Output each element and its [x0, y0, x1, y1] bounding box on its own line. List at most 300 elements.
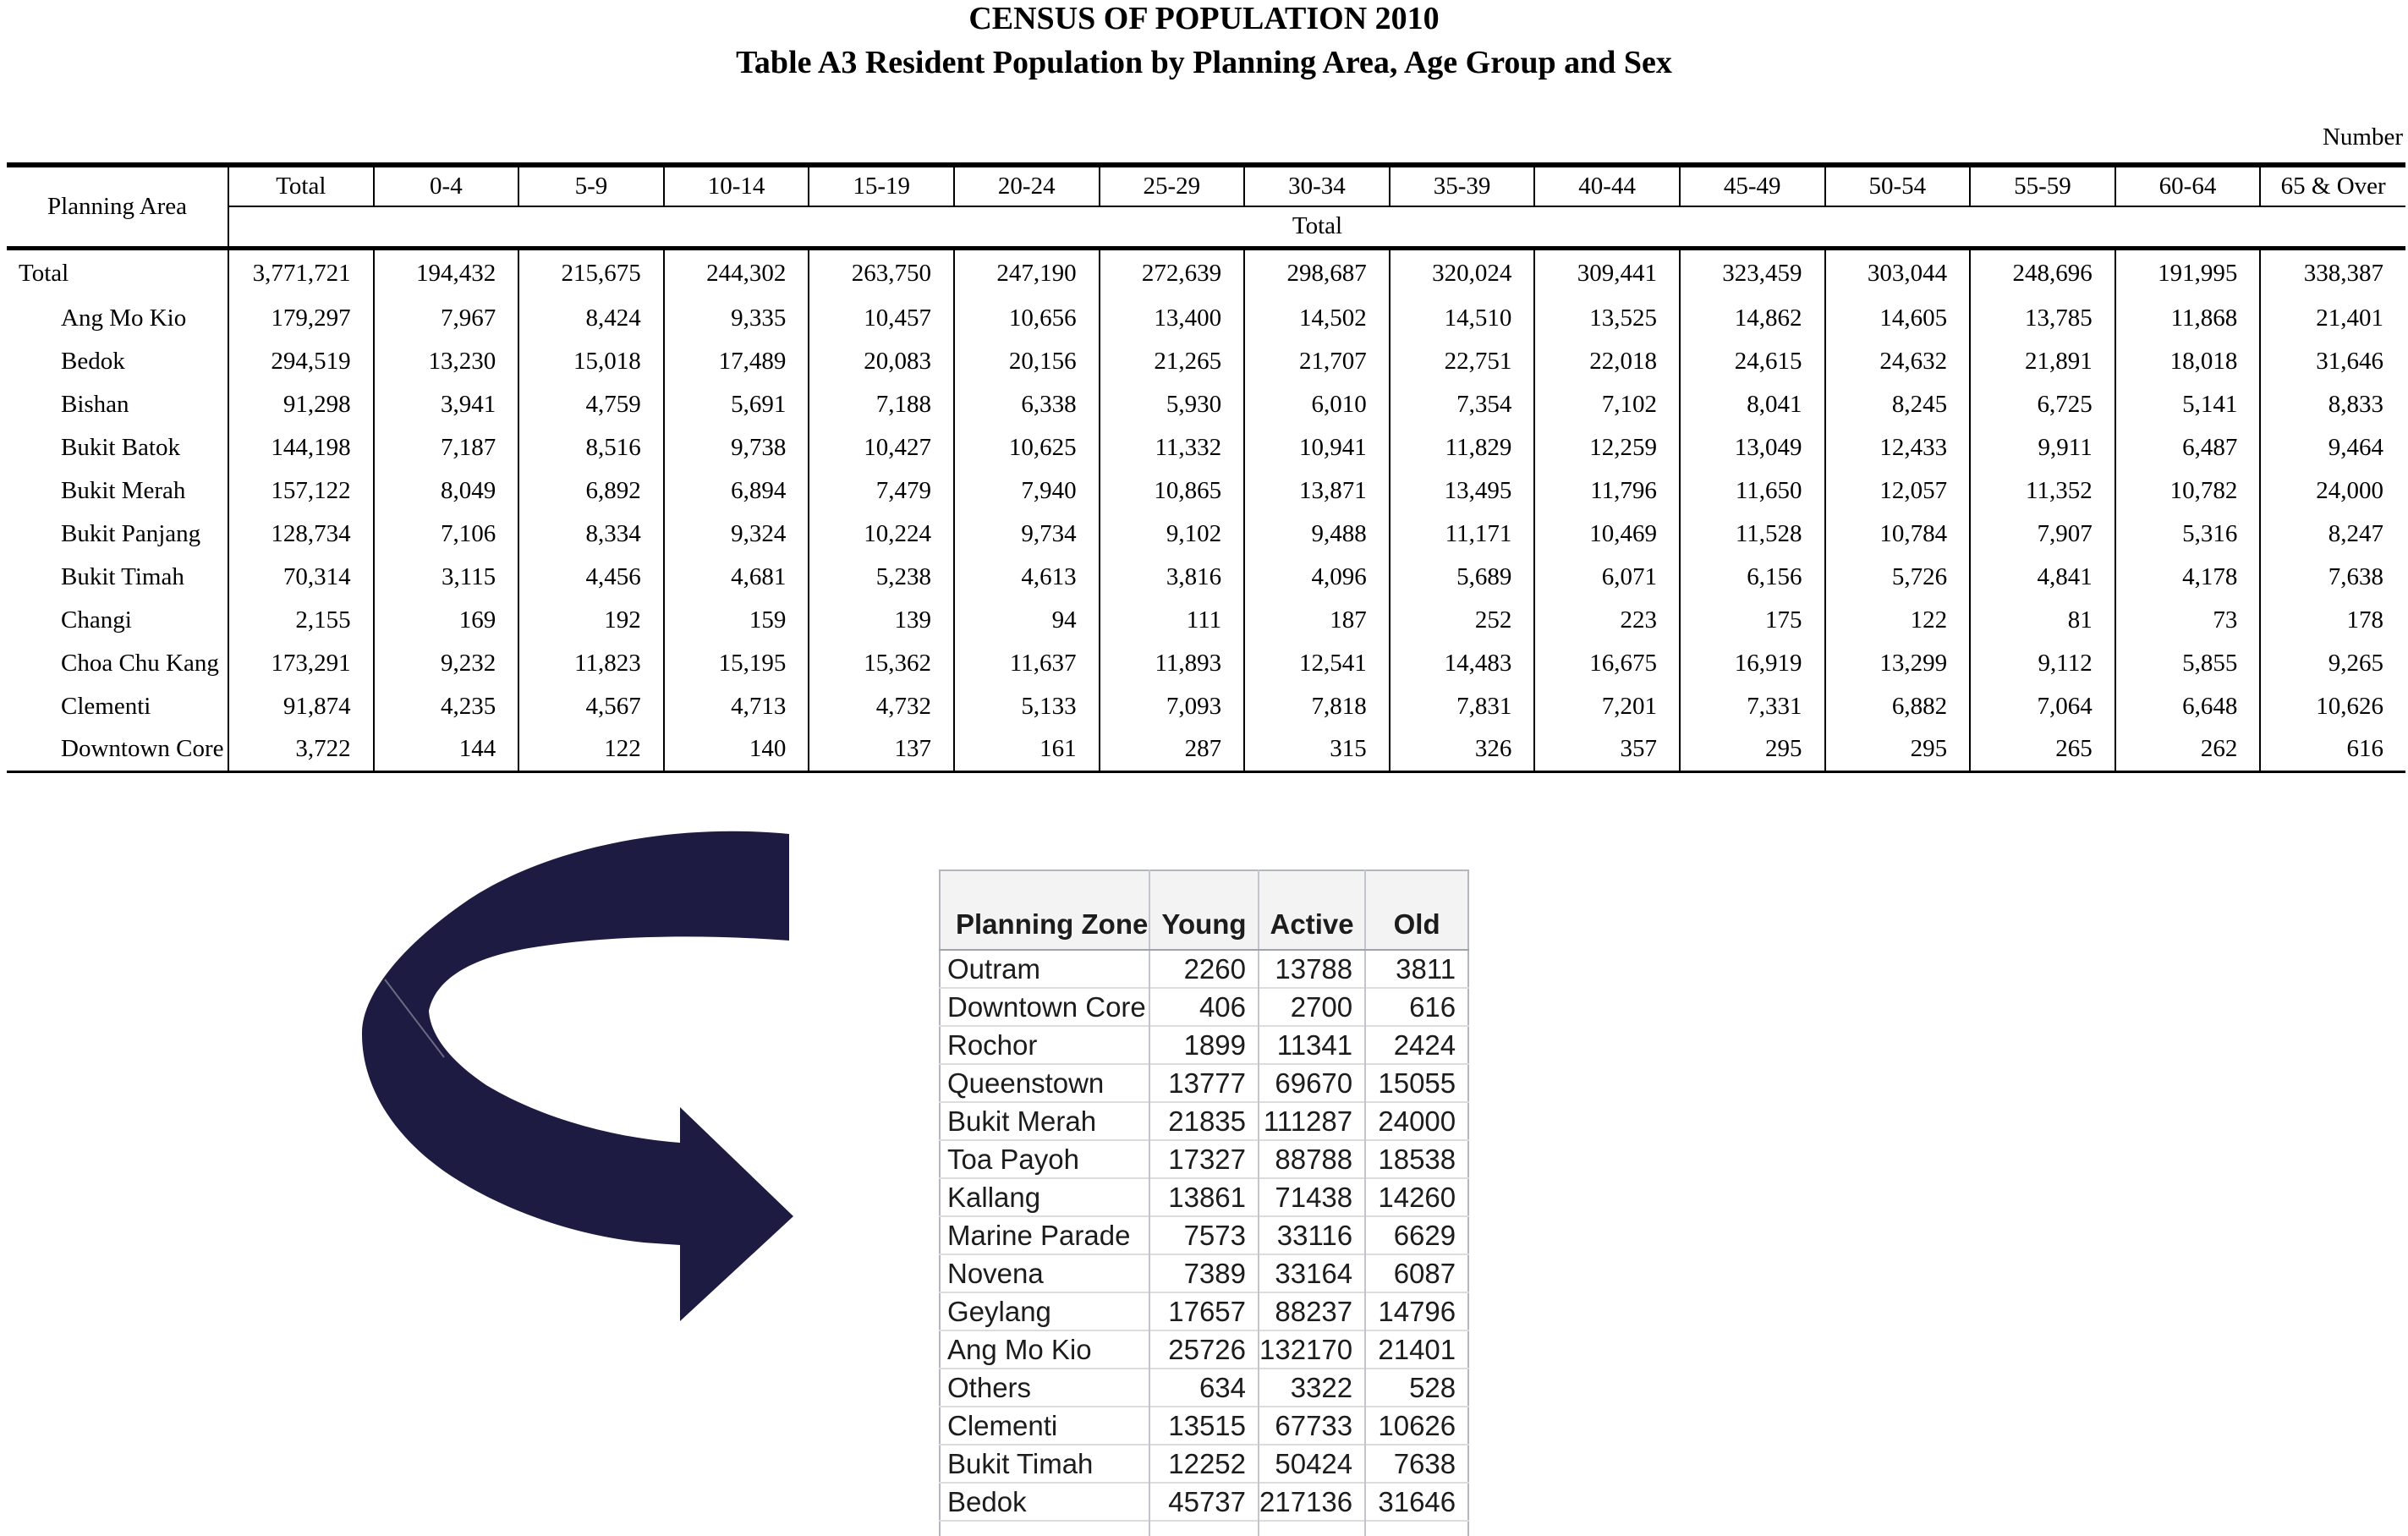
zone-value: 33164 — [1259, 1254, 1365, 1292]
table-row — [940, 1216, 1468, 1254]
census-col-header: 5-9 — [518, 165, 664, 206]
cell-value: 192 — [518, 599, 664, 642]
cell-value: 21,707 — [1244, 340, 1390, 383]
cell-value: 8,833 — [2260, 383, 2405, 426]
table-row — [7, 340, 2405, 383]
zone-value: 88788 — [1259, 1140, 1365, 1178]
zone-name: Novena — [940, 1254, 1149, 1292]
zone-value: 12252 — [1149, 1445, 1259, 1483]
cell-value: 6,487 — [2115, 426, 2261, 469]
zone-value: 33116 — [1259, 1216, 1365, 1254]
zone-name: Others — [940, 1369, 1149, 1407]
table-row — [940, 1369, 1468, 1407]
census-col-header: 0-4 — [374, 165, 519, 206]
zone-value: 13788 — [1259, 950, 1365, 988]
zone-value: 3322 — [1259, 1369, 1365, 1407]
cell-value: 8,049 — [374, 469, 519, 513]
page-subtitle: Table A3 Resident Population by Planning Area, Age Group and Sex — [736, 45, 1672, 80]
cell-value: 16,675 — [1534, 642, 1680, 685]
planning-area-label: Changi — [61, 606, 132, 634]
table-row — [7, 426, 2405, 469]
table-row — [940, 1102, 1468, 1140]
table-row — [940, 1407, 1468, 1445]
zone-col-header: Planning Zone — [940, 870, 1149, 950]
census-header-row — [7, 165, 2405, 206]
zone-value: 13515 — [1149, 1407, 1259, 1445]
cell-value: 294,519 — [228, 340, 374, 383]
cell-value: 161 — [954, 728, 1100, 771]
cell-value: 128,734 — [228, 513, 374, 556]
table-row — [7, 297, 2405, 340]
cell-value: 140 — [664, 728, 809, 771]
census-subheader-row — [7, 206, 2405, 248]
cell-value: 3,941 — [374, 383, 519, 426]
cell-value: 9,911 — [1970, 426, 2115, 469]
cell-value: 295 — [1680, 728, 1825, 771]
zone-col-header: Active — [1259, 870, 1365, 950]
cell-value: 4,567 — [518, 685, 664, 728]
cell-value: 10,782 — [2115, 469, 2261, 513]
cell-value: 13,299 — [1825, 642, 1971, 685]
cell-value: 6,725 — [1970, 383, 2115, 426]
table-row — [940, 1445, 1468, 1483]
cell-value: 5,238 — [809, 556, 954, 599]
cell-value: 4,681 — [664, 556, 809, 599]
cell-value: 4,713 — [664, 685, 809, 728]
zone-name: Downtown Core — [940, 988, 1149, 1026]
page-title: CENSUS OF POPULATION 2010 — [968, 1, 1440, 36]
zone-name: Bedok — [940, 1483, 1149, 1521]
cell-value: 11,528 — [1680, 513, 1825, 556]
zone-value: 13777 — [1149, 1064, 1259, 1102]
cell-value: 12,259 — [1534, 426, 1680, 469]
zone-value: 528 — [1365, 1369, 1468, 1407]
cell-value: 3,816 — [1100, 556, 1245, 599]
cell-value: 159 — [664, 599, 809, 642]
cell-value: 21,265 — [1100, 340, 1245, 383]
cell-value: 14,502 — [1244, 297, 1390, 340]
cell-value: 122 — [1825, 599, 1971, 642]
cell-value: 5,855 — [2115, 642, 2261, 685]
cell-value: 20,156 — [954, 340, 1100, 383]
cell-value: 6,338 — [954, 383, 1100, 426]
planning-zone-table — [939, 869, 1469, 1536]
cell-value: 12,541 — [1244, 642, 1390, 685]
cell-value: 21,401 — [2260, 297, 2405, 340]
cell-value: 144 — [374, 728, 519, 771]
zone-value: 14796 — [1365, 1292, 1468, 1330]
cell-value: 5,133 — [954, 685, 1100, 728]
cell-value: 4,096 — [1244, 556, 1390, 599]
census-col-header: 65 & Over — [2260, 165, 2405, 206]
zone-col-header: Young — [1149, 870, 1259, 950]
cell-value: 5,141 — [2115, 383, 2261, 426]
cell-value: 6,894 — [664, 469, 809, 513]
cell-value: 191,995 — [2115, 248, 2261, 297]
cell-value: 9,324 — [664, 513, 809, 556]
table-row — [7, 728, 2405, 771]
zone-value: 17327 — [1149, 1140, 1259, 1178]
census-col-header: 50-54 — [1825, 165, 1971, 206]
table-row — [940, 1292, 1468, 1330]
zone-value: 1899 — [1149, 1026, 1259, 1064]
zone-value: 132170 — [1259, 1330, 1365, 1369]
cell-value: 137 — [809, 728, 954, 771]
cell-value: 7,967 — [374, 297, 519, 340]
table-row — [940, 1064, 1468, 1102]
zone-value: 6087 — [1365, 1254, 1468, 1292]
cell-value: 10,224 — [809, 513, 954, 556]
cell-value: 7,188 — [809, 383, 954, 426]
cell-value: 6,071 — [1534, 556, 1680, 599]
cell-value: 157,122 — [228, 469, 374, 513]
cell-value: 7,638 — [2260, 556, 2405, 599]
cell-value: 247,190 — [954, 248, 1100, 297]
zone-value: 6629 — [1365, 1216, 1468, 1254]
cell-value: 10,625 — [954, 426, 1100, 469]
cell-value: 7,201 — [1534, 685, 1680, 728]
cell-value: 7,907 — [1970, 513, 2115, 556]
census-col-header: 40-44 — [1534, 165, 1680, 206]
zone-value: 13861 — [1149, 1178, 1259, 1216]
cell-value: 179,297 — [228, 297, 374, 340]
cell-value: 9,488 — [1244, 513, 1390, 556]
cell-value: 122 — [518, 728, 664, 771]
cell-value: 10,784 — [1825, 513, 1971, 556]
curved-arrow-shape — [362, 831, 793, 1321]
cell-value: 3,115 — [374, 556, 519, 599]
table-row — [940, 1330, 1468, 1369]
cell-value: 139 — [809, 599, 954, 642]
table-row — [940, 1140, 1468, 1178]
cell-value: 252 — [1390, 599, 1535, 642]
zone-value: 15055 — [1365, 1064, 1468, 1102]
cell-value: 73 — [2115, 599, 2261, 642]
census-table — [7, 162, 2405, 773]
cell-value: 173,291 — [228, 642, 374, 685]
cell-value: 7,093 — [1100, 685, 1245, 728]
cell-value: 6,156 — [1680, 556, 1825, 599]
table-row — [7, 383, 2405, 426]
cell-value: 9,335 — [664, 297, 809, 340]
cell-value: 4,178 — [2115, 556, 2261, 599]
cell-value: 11,352 — [1970, 469, 2115, 513]
cell-value: 13,495 — [1390, 469, 1535, 513]
cell-value: 10,457 — [809, 297, 954, 340]
zone-name: Bukit Timah — [940, 1445, 1149, 1483]
census-col-header: 45-49 — [1680, 165, 1825, 206]
cell-value: 11,893 — [1100, 642, 1245, 685]
zone-name: Clementi — [940, 1407, 1149, 1445]
cell-value: 169 — [374, 599, 519, 642]
cell-value: 13,871 — [1244, 469, 1390, 513]
cell-value: 320,024 — [1390, 248, 1535, 297]
cell-value: 11,829 — [1390, 426, 1535, 469]
cell-value: 91,874 — [228, 685, 374, 728]
cell-value: 215,675 — [518, 248, 664, 297]
cell-value: 20,083 — [809, 340, 954, 383]
cell-value: 4,456 — [518, 556, 664, 599]
cell-value: 11,796 — [1534, 469, 1680, 513]
cell-value: 315 — [1244, 728, 1390, 771]
cell-value: 338,387 — [2260, 248, 2405, 297]
zone-name: Queenstown — [940, 1064, 1149, 1102]
zone-value: 3811 — [1365, 950, 1468, 988]
cell-value: 7,354 — [1390, 383, 1535, 426]
cell-value: 24,000 — [2260, 469, 2405, 513]
cell-value: 5,316 — [2115, 513, 2261, 556]
cell-value: 10,427 — [809, 426, 954, 469]
table-row — [940, 1483, 1468, 1521]
zone-value: 31646 — [1365, 1483, 1468, 1521]
cell-value: 24,615 — [1680, 340, 1825, 383]
census-col-header: 60-64 — [2115, 165, 2261, 206]
cell-value: 9,265 — [2260, 642, 2405, 685]
cell-value: 8,247 — [2260, 513, 2405, 556]
cell-value: 11,823 — [518, 642, 664, 685]
cell-value: 111 — [1100, 599, 1245, 642]
cell-value: 94 — [954, 599, 1100, 642]
census-col-header: 25-29 — [1100, 165, 1245, 206]
table-row — [7, 642, 2405, 685]
cell-value: 11,171 — [1390, 513, 1535, 556]
zone-value: 18538 — [1365, 1140, 1468, 1178]
cell-value: 11,637 — [954, 642, 1100, 685]
zone-value: 50424 — [1259, 1445, 1365, 1483]
cell-value: 15,362 — [809, 642, 954, 685]
zone-value: 7638 — [1365, 1445, 1468, 1483]
cell-value: 223 — [1534, 599, 1680, 642]
cell-value: 262 — [2115, 728, 2261, 771]
cell-value: 8,516 — [518, 426, 664, 469]
table-row — [7, 469, 2405, 513]
cell-value: 24,632 — [1825, 340, 1971, 383]
zone-value: 67733 — [1259, 1407, 1365, 1445]
planning-area-label: Clementi — [61, 693, 151, 720]
cell-value: 22,751 — [1390, 340, 1535, 383]
cell-value: 9,232 — [374, 642, 519, 685]
zone-value: 69670 — [1259, 1064, 1365, 1102]
zone-value: 2260 — [1149, 950, 1259, 988]
cell-value: 616 — [2260, 728, 2405, 771]
planning-area-label: Bukit Panjang — [61, 520, 201, 547]
cell-value: 5,726 — [1825, 556, 1971, 599]
census-col-header: 10-14 — [664, 165, 809, 206]
cell-value: 7,102 — [1534, 383, 1680, 426]
table-row — [7, 685, 2405, 728]
planning-area-label: Choa Chu Kang — [61, 650, 219, 677]
zone-value: 71438 — [1259, 1178, 1365, 1216]
cell-value: 7,187 — [374, 426, 519, 469]
zone-value: 21401 — [1365, 1330, 1468, 1369]
cell-value: 17,489 — [664, 340, 809, 383]
zone-name: Rochor — [940, 1026, 1149, 1064]
cell-value: 15,195 — [664, 642, 809, 685]
cell-value: 16,919 — [1680, 642, 1825, 685]
zone-name: Toa Payoh — [940, 1140, 1149, 1178]
cell-value: 9,464 — [2260, 426, 2405, 469]
zone-value: 24000 — [1365, 1102, 1468, 1140]
cell-value: 70,314 — [228, 556, 374, 599]
cell-value: 265 — [1970, 728, 2115, 771]
cell-value: 8,041 — [1680, 383, 1825, 426]
cell-value: 11,868 — [2115, 297, 2261, 340]
planning-area-label: Bukit Timah — [61, 563, 184, 590]
cell-value: 6,010 — [1244, 383, 1390, 426]
planning-area-label: Total — [19, 259, 69, 287]
cell-value: 7,831 — [1390, 685, 1535, 728]
cell-value: 10,656 — [954, 297, 1100, 340]
planning-area-label: Bishan — [61, 391, 129, 418]
cell-value: 18,018 — [2115, 340, 2261, 383]
cell-value: 12,433 — [1825, 426, 1971, 469]
cell-value: 9,734 — [954, 513, 1100, 556]
zone-value: 17657 — [1149, 1292, 1259, 1330]
zone-name: Marine Parade — [940, 1216, 1149, 1254]
cell-value: 11,332 — [1100, 426, 1245, 469]
cell-value: 4,613 — [954, 556, 1100, 599]
cell-value: 287 — [1100, 728, 1245, 771]
cell-value: 3,771,721 — [228, 248, 374, 297]
cell-value: 272,639 — [1100, 248, 1245, 297]
cell-value: 309,441 — [1534, 248, 1680, 297]
zone-value: 7573 — [1149, 1216, 1259, 1254]
table-row — [940, 988, 1468, 1026]
cell-value: 4,841 — [1970, 556, 2115, 599]
table-row — [940, 1254, 1468, 1292]
cell-value: 178 — [2260, 599, 2405, 642]
zone-value: 2700 — [1259, 988, 1365, 1026]
zone-header-row — [940, 870, 1468, 950]
zone-value: 406 — [1149, 988, 1259, 1026]
cell-value: 7,064 — [1970, 685, 2115, 728]
cell-value: 14,862 — [1680, 297, 1825, 340]
cell-value: 13,400 — [1100, 297, 1245, 340]
cell-value: 326 — [1390, 728, 1535, 771]
census-col-header: 30-34 — [1244, 165, 1390, 206]
cell-value: 7,940 — [954, 469, 1100, 513]
cell-value: 31,646 — [2260, 340, 2405, 383]
cell-value: 11,650 — [1680, 469, 1825, 513]
census-subheader-total: Total — [228, 206, 2405, 248]
zone-value: 111287 — [1259, 1102, 1365, 1140]
cell-value: 9,102 — [1100, 513, 1245, 556]
cell-value: 194,432 — [374, 248, 519, 297]
planning-area-label: Bukit Merah — [61, 477, 186, 504]
cell-value: 5,691 — [664, 383, 809, 426]
cell-value: 21,891 — [1970, 340, 2115, 383]
zone-value: 11341 — [1259, 1026, 1365, 1064]
cell-value: 13,525 — [1534, 297, 1680, 340]
table-row — [940, 1178, 1468, 1216]
cell-value: 248,696 — [1970, 248, 2115, 297]
cell-value: 303,044 — [1825, 248, 1971, 297]
clipped-row — [940, 1521, 1468, 1536]
zone-name: Kallang — [940, 1178, 1149, 1216]
cell-value: 2,155 — [228, 599, 374, 642]
table-row — [7, 248, 2405, 297]
cell-value: 323,459 — [1680, 248, 1825, 297]
cell-value: 13,049 — [1680, 426, 1825, 469]
census-corner-header: Planning Area — [7, 165, 228, 248]
table-row — [940, 950, 1468, 988]
cell-value: 8,334 — [518, 513, 664, 556]
census-col-header: Total — [228, 165, 374, 206]
cell-value: 3,722 — [228, 728, 374, 771]
table-row — [940, 1026, 1468, 1064]
curved-arrow — [359, 827, 795, 1325]
cell-value: 5,689 — [1390, 556, 1535, 599]
cell-value: 6,648 — [2115, 685, 2261, 728]
unit-label: Number — [2322, 123, 2403, 151]
cell-value: 13,230 — [374, 340, 519, 383]
cell-value: 187 — [1244, 599, 1390, 642]
cell-value: 4,732 — [809, 685, 954, 728]
planning-area-label: Downtown Core — [61, 735, 224, 763]
zone-value: 14260 — [1365, 1178, 1468, 1216]
zone-value: 616 — [1365, 988, 1468, 1026]
cell-value: 263,750 — [809, 248, 954, 297]
cell-value: 4,235 — [374, 685, 519, 728]
cell-value: 6,892 — [518, 469, 664, 513]
census-col-header: 55-59 — [1970, 165, 2115, 206]
zone-col-header: Old — [1365, 870, 1468, 950]
planning-area-label: Ang Mo Kio — [61, 304, 187, 332]
cell-value: 81 — [1970, 599, 2115, 642]
planning-area-label: Bedok — [61, 348, 125, 375]
cell-value: 91,298 — [228, 383, 374, 426]
cell-value: 12,057 — [1825, 469, 1971, 513]
cell-value: 7,479 — [809, 469, 954, 513]
zone-value: 2424 — [1365, 1026, 1468, 1064]
table-row — [7, 556, 2405, 599]
census-col-header: 15-19 — [809, 165, 954, 206]
cell-value: 175 — [1680, 599, 1825, 642]
cell-value: 5,930 — [1100, 383, 1245, 426]
cell-value: 357 — [1534, 728, 1680, 771]
zone-value: 45737 — [1149, 1483, 1259, 1521]
cell-value: 14,483 — [1390, 642, 1535, 685]
cell-value: 295 — [1825, 728, 1971, 771]
cell-value: 10,469 — [1534, 513, 1680, 556]
zone-name: Outram — [947, 952, 1041, 985]
cell-value: 10,941 — [1244, 426, 1390, 469]
cell-value: 4,759 — [518, 383, 664, 426]
zone-value: 21835 — [1149, 1102, 1259, 1140]
census-col-header: 20-24 — [954, 165, 1100, 206]
cell-value: 10,865 — [1100, 469, 1245, 513]
cell-value: 9,738 — [664, 426, 809, 469]
cell-value: 8,245 — [1825, 383, 1971, 426]
zone-name: Geylang — [940, 1292, 1149, 1330]
cell-value: 22,018 — [1534, 340, 1680, 383]
cell-value: 7,106 — [374, 513, 519, 556]
cell-value: 9,112 — [1970, 642, 2115, 685]
cell-value: 14,510 — [1390, 297, 1535, 340]
zone-name: Bukit Merah — [940, 1102, 1149, 1140]
cell-value: 13,785 — [1970, 297, 2115, 340]
cell-value: 8,424 — [518, 297, 664, 340]
cell-value: 10,626 — [2260, 685, 2405, 728]
zone-value: 217136 — [1259, 1483, 1365, 1521]
zone-value: 88237 — [1259, 1292, 1365, 1330]
zone-value: 25726 — [1149, 1330, 1259, 1369]
census-col-header: 35-39 — [1390, 165, 1535, 206]
zone-name: Ang Mo Kio — [940, 1330, 1149, 1369]
cell-value: 7,818 — [1244, 685, 1390, 728]
zone-value: 634 — [1149, 1369, 1259, 1407]
cell-value: 14,605 — [1825, 297, 1971, 340]
